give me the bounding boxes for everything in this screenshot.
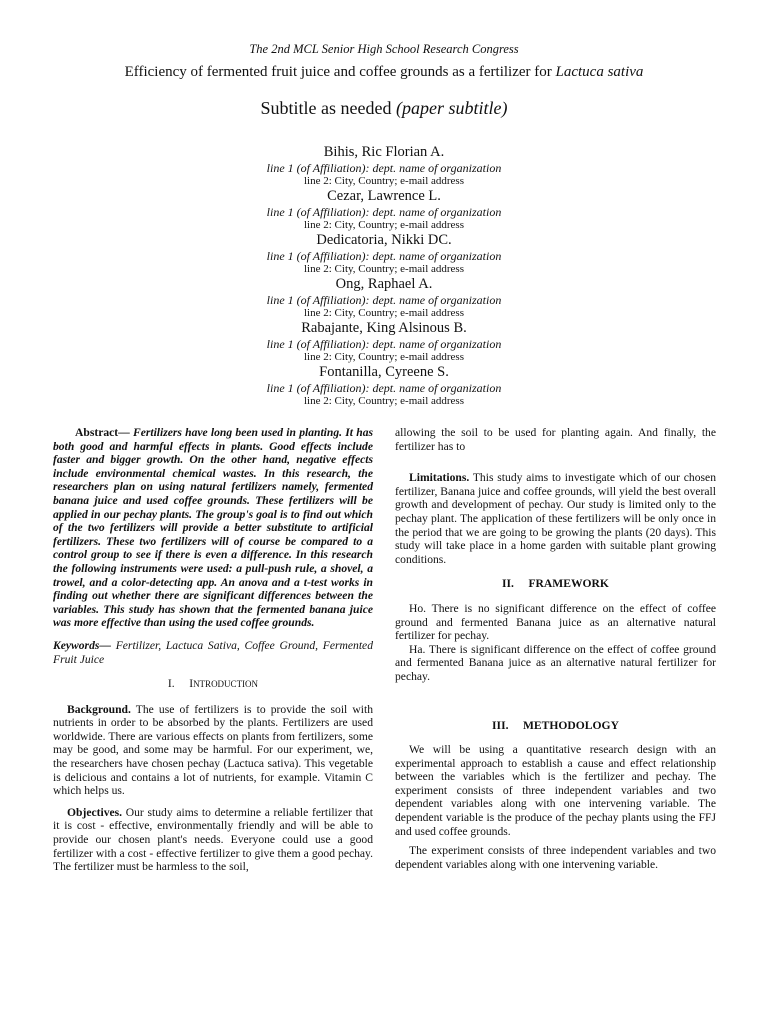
author-name: Ong, Raphael A.: [335, 276, 433, 292]
author-list: [0, 144, 768, 408]
author-block: [0, 364, 768, 408]
conference-header: The 2nd MCL Senior High School Research Congress: [249, 42, 519, 56]
right-column: [395, 426, 716, 871]
affiliation-line-1: line 1 (of Affiliation): dept. name of organization: [266, 293, 502, 307]
affiliation-line-2: line 2: City, Country; e-mail address: [304, 307, 464, 319]
alternative-hypothesis: Ha. There is significant difference on the effect of coffee ground and fermented Banana juice as an alternative natural fertilizer for pechay.: [395, 642, 716, 683]
methodology-paragraph-2: The experiment consists of three independent variables and two dependent variables along with one intervening variable.: [395, 844, 716, 871]
keywords: [53, 639, 373, 666]
author-name: Cezar, Lawrence L.: [327, 188, 441, 204]
author-block: [0, 320, 768, 364]
background-label: Background.: [67, 702, 131, 716]
abstract-label: Abstract—: [75, 426, 133, 439]
title-text: Efficiency of fermented fruit juice and coffee grounds as a fertilizer for: [124, 64, 556, 80]
affiliation-line-2: line 2: City, Country; e-mail address: [304, 395, 464, 407]
paper-subtitle: [0, 98, 768, 119]
affiliation-line-1: line 1 (of Affiliation): dept. name of organization: [266, 337, 502, 351]
section-heading-framework: II. FRAMEWORK: [502, 577, 609, 591]
affiliation-line-1: line 1 (of Affiliation): dept. name of organization: [266, 205, 502, 219]
keywords-text: Fertilizer, Lactuca Sativa, Coffee Ground, Fermented Fruit Juice: [53, 638, 373, 666]
author-block: [0, 144, 768, 188]
affiliation-line-2: line 2: City, Country; e-mail address: [304, 351, 464, 363]
author-name: Fontanilla, Cyreene S.: [319, 364, 449, 380]
author-name: Dedicatoria, Nikki DC.: [316, 232, 452, 248]
author-block: [0, 276, 768, 320]
objectives-paragraph: Objectives. Our study aims to determine a reliable fertilizer that it is cost - effective, environmentally friendly and will be able to provide our chosen plant's needs. Everyone could use a good fertilizer with a cost - effective fertilizer to give them a good pechay. The fertilizer must be harmless to the soil,: [53, 805, 373, 874]
section-heading-methodology: III. METHODOLOGY: [492, 718, 619, 732]
paper-title: [0, 64, 768, 81]
author-name: Bihis, Ric Florian A.: [323, 144, 445, 160]
affiliation-line-1: line 1 (of Affiliation): dept. name of organization: [266, 249, 502, 263]
objectives-label: Objectives.: [67, 805, 123, 819]
affiliation-line-2: line 2: City, Country; e-mail address: [304, 175, 464, 187]
author-block: [0, 188, 768, 232]
left-column: [53, 426, 373, 874]
author-block: [0, 232, 768, 276]
keywords-label: Keywords—: [53, 638, 116, 652]
subtitle-note: (paper subtitle): [395, 98, 508, 118]
affiliation-line-1: line 1 (of Affiliation): dept. name of organization: [266, 161, 502, 175]
limitations-paragraph: Limitations. This study aims to investigate which of our chosen fertilizer, Banana juice and coffee grounds, will yield the best overall growth and development of pechay. Our study is limited only to the pechay plant. The application of these fertilizers will be only once in the period that we are going to be growing the plants (20 days). This study will take place in a home garden with suitable plant growing conditions.: [395, 471, 716, 566]
author-name: Rabajante, King Alsinous B.: [301, 320, 467, 336]
methodology-paragraph-1: We will be using a quantitative research design with an experimental approach to establish a cause and effect relationship between the variables which is the fertilizer and pechay. The experiment consists of three independent variables and two dependent variables along with one intervening variable. The dependent variable is the produce of the pechay plants using the FFJ and used coffee grounds.: [395, 743, 716, 838]
null-hypothesis: Ho. There is no significant difference on the effect of coffee ground and fermented Banana juice as an alternative natural fertilizer for pechay.: [395, 601, 716, 643]
title-species: Lactuca sativa: [555, 64, 644, 80]
affiliation-line-2: line 2: City, Country; e-mail address: [304, 263, 464, 275]
abstract: [53, 426, 373, 630]
affiliation-line-1: line 1 (of Affiliation): dept. name of organization: [266, 381, 502, 395]
affiliation-line-2: line 2: City, Country; e-mail address: [304, 219, 464, 231]
background-paragraph: Background. The use of fertilizers is to provide the soil with nutrients in order to be absorbed by the plants. Fertilizers are used worldwide. There are various effects on plants from fertilizers, some may be good, and some may be harmful. For our experiment, we, the researchers have chosen pechay (Lactuca sativa). This vegetable is delicious and contains a lot of nutrients, for example. Vitamin C which helps us.: [53, 702, 373, 798]
abstract-text: Fertilizers have long been used in planting. It has both good and harmful effects in plants. Good effects include faster and bigger growth. On the other hand, negative effects include environmental chemical wastes. In this research, the researchers plan on using natural fertilizers namely, fermented banana juice and used coffee grounds. These fertilizers will be applied in our pechay plants. The group's goal is to find out which of the two fertilizers will provide a better substitute to artificial fertilizers. These two fertilizers will of course be compared to a control group to see if there is even a difference. In this research the following instruments were used: a pull-push rule, a shovel, a trowel, and a color-detecting app. An anova and a t-test works in finding out whether there are significant differences between the variables. This study has shown that the fermented banana juice was more effective than using the used coffee grounds.: [53, 426, 373, 630]
objectives-continuation: allowing the soil to be used for planting again. And finally, the fertilizer has to: [395, 426, 716, 453]
section-heading-introduction: I. INTRODUCTION: [167, 677, 259, 691]
limitations-label: Limitations.: [409, 471, 470, 485]
subtitle-text: Subtitle as needed: [260, 98, 396, 118]
